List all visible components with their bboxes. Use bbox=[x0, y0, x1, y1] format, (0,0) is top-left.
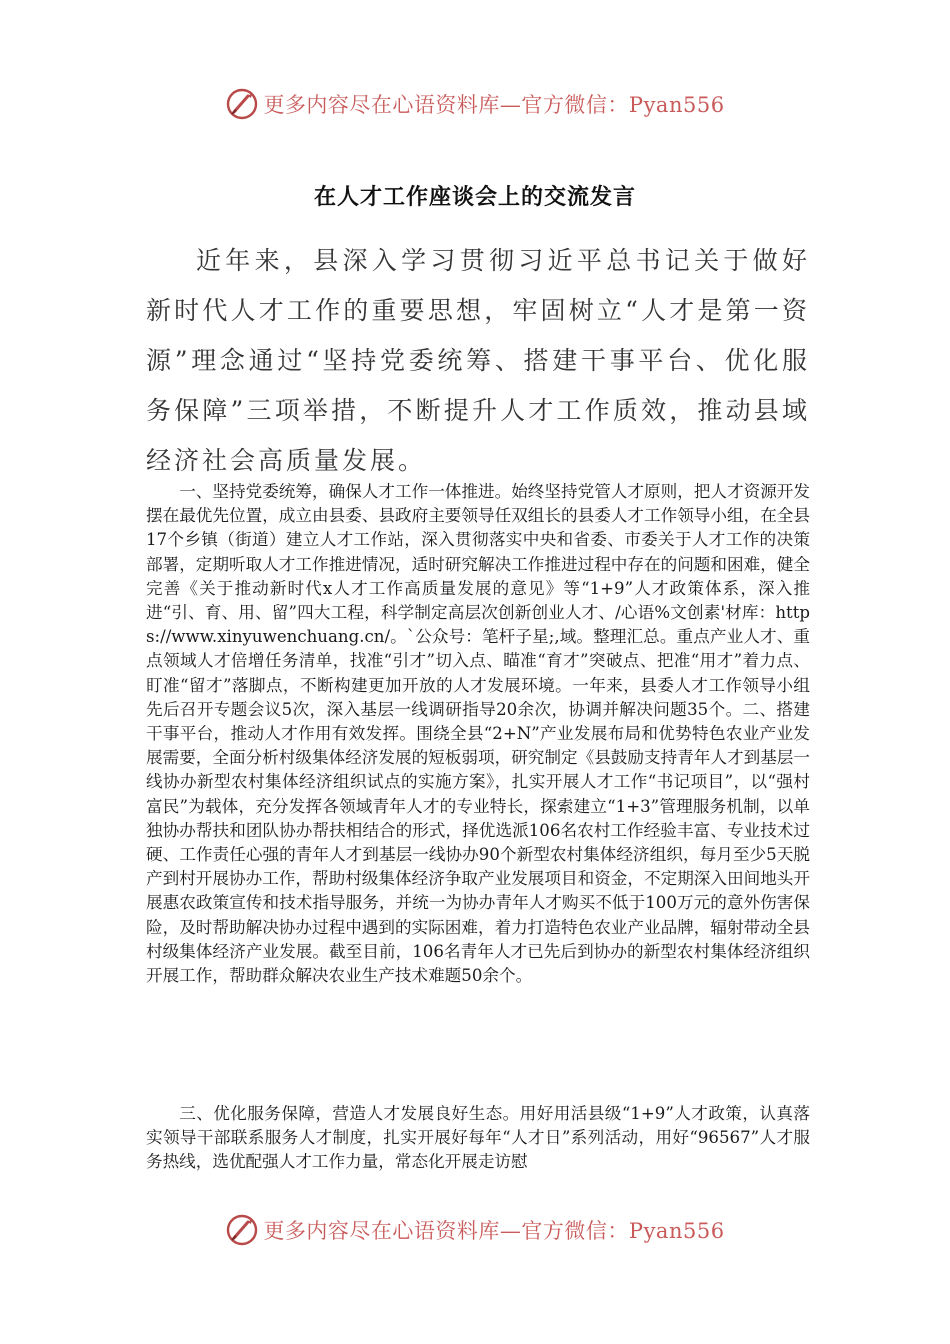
header-banner bbox=[0, 82, 950, 126]
banner-text: 更多内容尽在心语资料库—官方微信：Pyan556 bbox=[263, 93, 725, 117]
document-title: 在人才工作座谈会上的交流发言 bbox=[313, 184, 636, 210]
footer-banner bbox=[0, 1208, 950, 1252]
pen-logo-icon bbox=[225, 1213, 259, 1247]
pen-logo-icon bbox=[225, 87, 259, 121]
banner-text: 更多内容尽在心语资料库—官方微信：Pyan556 bbox=[263, 1219, 725, 1243]
body-paragraph: 一、坚持党委统筹，确保人才工作一体推进。始终坚持党管人才原则，把人才资源开发摆在最优先位置，成立由县委、县政府主要领导任双组长的县委人才工作领导小组，在全县17个乡镇（街道）建立人才工作站，深入贯彻落实中央和省委、市委关于人才工作的决策部署，定期听取人才工作推进情况，适时研究解决工作推进过程中存在的问题和困难，健全完善《关于推动新时代x人才工作高质量发展的意见》等“1+9”人才政策体系，深入推进“引、育、用、留”四大工程，科学制定高层次创新创业人才、/心语%文创素'材库：https://www.xinyuwenchuang.cn/。`公众号：笔杆子星;,域。整理汇总。重点产业人才、重点领域人才倍增任务清单，找准“引才”切入点、瞄准“育才”突破点、把准“用才”着力点、盯准“留才”落脚点，不断构建更加开放的人才发展环境。一年来，县委人才工作领导小组先后召开专题会议5次，深入基层一线调研指导20余次，协调并解决问题35个。二、搭建干事平台，推动人才作用有效发挥。围绕全县“2+N”产业发展布局和优势特色农业产业发展需要，全面分析村级集体经济发展的短板弱项，研究制定《县鼓励支持青年人才到基层一线协办新型农村集体经济组织试点的实施方案》，扎实开展人才工作“书记项目”，以“强村富民”为载体，充分发挥各领域青年人才的专业特长，探索建立“1+3”管理服务机制，以单独协办帮扶和团队协办帮扶相结合的形式，择优选派106名农村工作经验丰富、专业技术过硬、工作责任心强的青年人才到基层一线协办90个新型农村集体经济组织，每月至少5天脱产到村开展协办工作，帮助村级集体经济争取产业发展项目和资金，不定期深入田间地头开展惠农政策宣传和技术指导服务，并统一为协办青年人才购买不低于100万元的意外伤害保险，及时帮助解决协办过程中遇到的实际困难，着力打造特色农业产业品牌，辐射带动全县村级集体经济产业发展。截至目前，106名青年人才已先后到协办的新型农村集体经济组织开展工作，帮助群众解决农业生产技术难题50余个。 bbox=[146, 482, 810, 986]
lead-paragraph: 近年来，县深入学习贯彻习近平总书记关于做好新时代人才工作的重要思想，牢固树立“人才是第一资源”理念通过“坚持党委统筹、搭建干事平台、优化服务保障”三项举措，不断提升人才工作质效，推动县域经济社会高质量发展。 bbox=[146, 246, 810, 475]
body-paragraph: 三、优化服务保障，营造人才发展良好生态。用好用活县级“1+9”人才政策，认真落实领导干部联系服务人才制度，扎实开展好每年“人才日”系列活动，用好“96567”人才服务热线，选优配强人才工作力量，常态化开展走访慰 bbox=[146, 1104, 810, 1172]
